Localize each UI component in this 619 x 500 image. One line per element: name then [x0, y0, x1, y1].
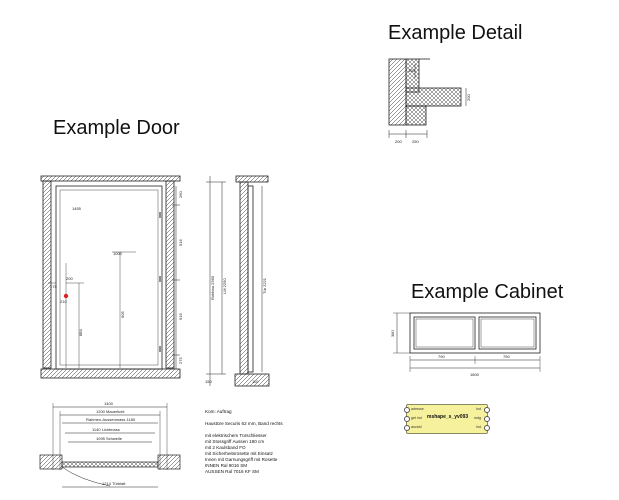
- door-plan-view: [40, 403, 180, 487]
- note-line: Innen mit Garnungsgriff mit Rosette: [205, 457, 278, 462]
- cabinet-drawing: [393, 313, 540, 372]
- plan-dim-1: 1400: [104, 401, 113, 406]
- section-dim-1: Rohbau 2360: [210, 275, 215, 300]
- cabinet-dim-left: 790: [438, 354, 445, 359]
- detail-slab: [406, 88, 461, 106]
- tag-row-right: mdg: [474, 416, 481, 420]
- door-threshold: [41, 369, 180, 378]
- cabinet-door-left: [414, 317, 475, 349]
- section-wall: [240, 182, 248, 374]
- plan-dim-4: 1140 Lichtmass: [92, 427, 120, 432]
- door-jamb-left: [43, 181, 51, 368]
- cabinet-dim-total: 1600: [470, 372, 479, 377]
- door-front-dim-1: 905: [120, 311, 125, 318]
- door-front-dim-5: 175: [50, 284, 57, 289]
- connector-knob[interactable]: [484, 407, 490, 413]
- door-leaf-inner: [60, 190, 158, 365]
- connector-knob[interactable]: [404, 416, 410, 422]
- detail-insulation: [406, 59, 419, 92]
- connector-knob[interactable]: [484, 416, 490, 422]
- note-line: Haustüre Securis 62 mm, Band rechts: [205, 421, 283, 426]
- tag-row-left: get ind: [411, 416, 422, 420]
- detail-dim-3: 200: [466, 94, 471, 101]
- tag-row-left: anzahl: [411, 425, 422, 429]
- detail-dim-4: 150: [408, 68, 415, 73]
- note-line: Kom: Auftrag: [205, 409, 232, 414]
- section-lintel: [236, 176, 268, 182]
- door-front-dim-2: 1000: [113, 251, 122, 256]
- spec-note: [205, 409, 283, 475]
- door-handle-marker: [64, 294, 68, 298]
- detail-base: [406, 106, 426, 125]
- plan-wall-left: [40, 455, 62, 469]
- note-line: mit Stossgriff Aussen 180 cm: [205, 439, 265, 444]
- note-line: mit Sicherheitsrosette mit Einsatz: [205, 451, 273, 456]
- door-front-dim-3: 884: [78, 329, 83, 336]
- connector-knob[interactable]: [404, 425, 410, 431]
- heading-example-door: Example Door: [53, 117, 180, 139]
- plan-dim-6: 1214 Türblatt: [102, 481, 126, 486]
- connector-knob[interactable]: [404, 407, 410, 413]
- plan-dim-5: 1095 Schwelle: [96, 436, 123, 441]
- note-line: AUSSEN Ral 7016 KF SM: [205, 469, 259, 474]
- detail-wall-hatch: [389, 59, 406, 125]
- tag-row: [411, 425, 483, 429]
- door-jamb-right: [166, 181, 174, 368]
- tag-row-right: Ind: [476, 425, 481, 429]
- door-lintel: [41, 176, 180, 181]
- door-front-dim-4: 200: [66, 276, 73, 281]
- plan-dim-3: Rahmen-Aussenmass 1180: [86, 417, 136, 422]
- door-right-dim-2: 916: [178, 239, 183, 246]
- plan-door-leaf: [62, 462, 158, 467]
- door-front-dim-6: 210: [60, 299, 67, 304]
- note-line: mit elektrischem Türschliesser: [205, 433, 267, 438]
- section-dim-3: Tür 2221: [262, 277, 267, 294]
- tag-row: [411, 407, 483, 411]
- plan-dim-2: 1200 Mauerlicht: [96, 409, 125, 414]
- note-line: mit 2 Kaulsband FO: [205, 445, 246, 450]
- tag-row-right: Ind: [476, 407, 481, 411]
- detail-dim-2: 250: [412, 139, 419, 144]
- section-dim-4: 150: [205, 379, 212, 384]
- door-right-dim-1: 260: [178, 191, 183, 198]
- heading-example-detail: Example Detail: [388, 22, 523, 44]
- note-line: INNEN Ral 9016 SM: [205, 463, 248, 468]
- tag-block-name: mshape_s_yv093: [427, 414, 469, 420]
- section-dim-2: LM 2250: [222, 278, 227, 294]
- block-tag[interactable]: [406, 404, 488, 434]
- heading-example-cabinet: Example Cabinet: [411, 281, 564, 303]
- detail-drawing: [389, 59, 466, 138]
- section-leaf: [248, 186, 253, 372]
- door-section-view: [206, 176, 269, 386]
- door-right-dim-4: 275: [178, 357, 183, 364]
- connector-knob[interactable]: [484, 425, 490, 431]
- detail-dim-1: 200: [395, 139, 402, 144]
- door-front-dim-top: 1455: [72, 206, 81, 211]
- tag-row-left: adresse: [411, 407, 424, 411]
- cabinet-dim-right: 790: [503, 354, 510, 359]
- door-right-dim-3: 916: [178, 313, 183, 320]
- plan-wall-right: [158, 455, 180, 469]
- section-dim-5: 110: [252, 379, 259, 384]
- cabinet-dim-height: 380: [390, 330, 395, 337]
- door-front-view: [41, 176, 180, 378]
- cabinet-door-right: [479, 317, 536, 349]
